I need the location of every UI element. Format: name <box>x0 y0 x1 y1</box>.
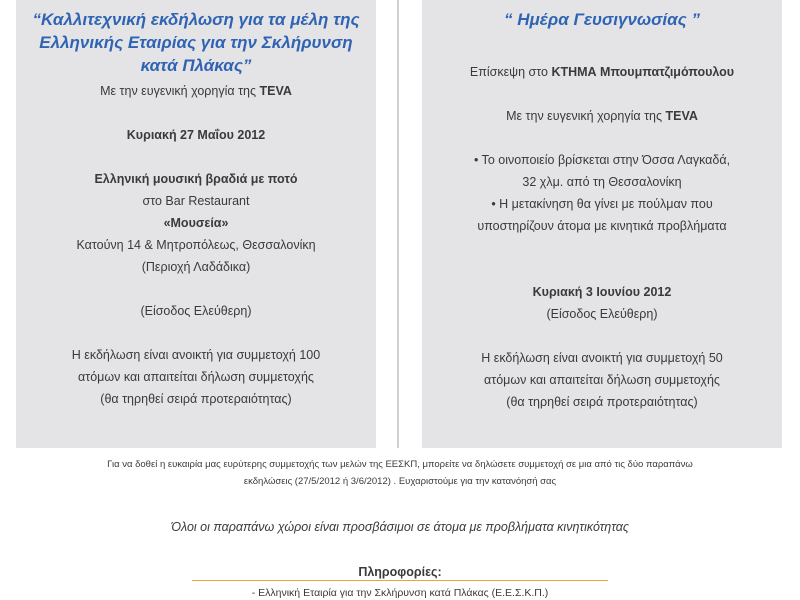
left-venue-name: «Μουσεία» <box>163 216 229 230</box>
footnote-line: εκδηλώσεις (27/5/2012 ή 3/6/2012) . Ευχαριστούμε για την κατανόησή σας <box>243 476 557 487</box>
right-sponsor-name: TEVA <box>665 109 698 123</box>
left-entrance: (Είσοδος Ελεύθερη) <box>140 304 252 318</box>
right-info-line: • Το οινοποιείο βρίσκεται στην Όσσα Λαγκαδά, <box>473 153 731 167</box>
left-event-title-line: “Καλλιτεχνική εκδήλωση για τα μέλη της <box>32 10 360 29</box>
right-sponsor-prefix: Με την ευγενική χορηγία της <box>506 109 662 123</box>
right-participation-line: Η εκδήλωση είναι ανοικτή για συμμετοχή 50 <box>481 351 723 365</box>
right-event-date: Κυριακή 3 Ιουνίου 2012 <box>532 285 672 299</box>
right-visit-prefix: Επίσκεψη στο <box>469 65 548 79</box>
footnote-line: Για να δοθεί η ευκαιρία μας ευρύτερης συμμετοχής των μελών της ΕΕΣΚΠ, μπορείτε να δηλώσετε συμμετοχή σε μια από τις δύο παραπάνω <box>107 459 693 470</box>
left-venue-intro: στο Bar Restaurant <box>142 194 250 208</box>
right-sponsor-line <box>422 105 782 127</box>
info-heading: Πληροφορίες: <box>358 565 442 579</box>
left-event-date: Κυριακή 27 Μαΐου 2012 <box>126 128 266 142</box>
right-info-line: • Η μετακίνηση θα γίνει με πούλμαν που <box>491 197 713 211</box>
column-divider <box>397 0 399 448</box>
left-event-title-line: κατά Πλάκας” <box>140 56 252 75</box>
left-sponsor-name: TEVA <box>259 84 292 98</box>
right-event-title: “ Ημέρα Γευσιγνωσίας ” <box>504 10 700 29</box>
left-event-name: Ελληνική μουσική βραδιά με ποτό <box>94 172 298 186</box>
right-visit-line <box>422 61 782 83</box>
left-address: Κατούνη 14 & Μητροπόλεως, Θεσσαλονίκη <box>76 238 316 252</box>
left-event-box <box>16 0 376 448</box>
right-participation-line: ατόμων και απαιτείται δήλωση συμμετοχής <box>484 373 720 387</box>
info-item: - Ελληνική Εταιρία για την Σκλήρυνση κατά Πλάκας (Ε.Ε.Σ.Κ.Π.) <box>251 587 549 599</box>
right-info-line: υποστηρίζουν άτομα με κινητικά προβλήματα <box>477 219 727 233</box>
right-entrance: (Είσοδος Ελεύθερη) <box>546 307 658 321</box>
left-participation-line: (θα τηρηθεί σειρά προτεραιότητας) <box>100 392 292 406</box>
right-event-box <box>422 0 782 448</box>
right-participation-line: (θα τηρηθεί σειρά προτεραιότητας) <box>506 395 698 409</box>
left-sponsor-line <box>16 80 376 102</box>
accessibility-note: Όλοι οι παραπάνω χώροι είναι προσβάσιμοι σε άτομα με προβλήματα κινητικότητας <box>171 520 629 534</box>
left-area: (Περιοχή Λαδάδικα) <box>141 260 251 274</box>
left-sponsor-prefix: Με την ευγενική χορηγία της <box>100 84 256 98</box>
right-info-line: 32 χλμ. από τη Θεσσαλονίκη <box>522 175 682 189</box>
left-event-title-line: Ελληνικής Εταιρίας για την Σκλήρυνση <box>39 33 353 52</box>
info-heading-underline <box>192 580 608 581</box>
right-visit-place: ΚΤΗΜΑ Μπουμπατζιμόπουλου <box>551 65 735 79</box>
left-participation-line: Η εκδήλωση είναι ανοικτή για συμμετοχή 100 <box>71 348 321 362</box>
left-participation-line: ατόμων και απαιτείται δήλωση συμμετοχής <box>78 370 314 384</box>
